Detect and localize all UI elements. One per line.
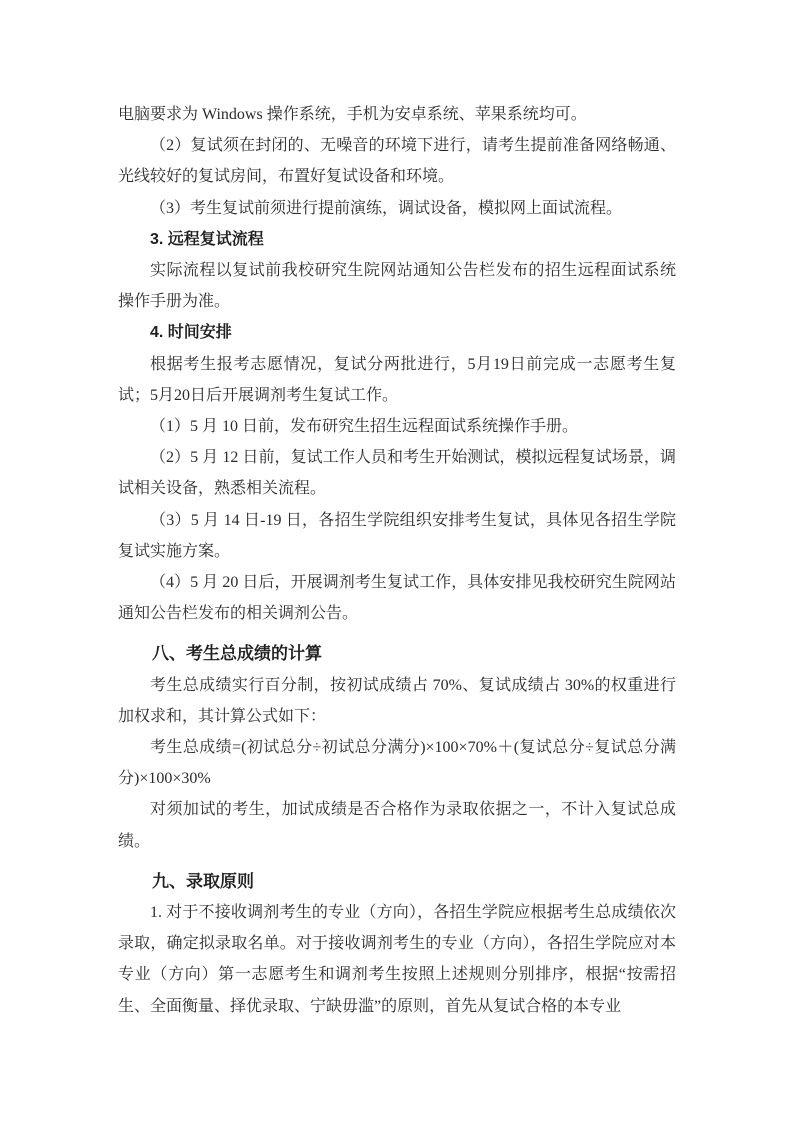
section-heading: 3. 远程复试流程: [150, 230, 264, 248]
paragraph: （2）5 月 12 日前，复试工作人员和考生开始测试，模拟远程复试场景，调试相关设备，熟悉相关流程。: [118, 449, 676, 498]
section-heading: 九、录取原则: [152, 871, 254, 891]
paragraph: 1. 对于不接收调剂考生的专业（方向），各招生学院应根据考生总成绩依次录取，确定拟录取名单。对于接收调剂考生的专业（方向），各招生学院应对本专业（方向）第一志愿考生和调剂考生按照上述规则分别排序，根据“按需招生、全面衡量、择优录取、宁缺毋滥”的原则，首先从复试合格的本专业: [118, 904, 676, 1015]
paragraph: 根据考生报考志愿情况，复试分两批进行，5月19日前完成一志愿考生复试；5月20日后开展调剂考生复试工作。: [118, 355, 676, 404]
paragraph: 实际流程以复试前我校研究生院网站通知公告栏发布的招生远程面试系统操作手册为准。: [118, 262, 676, 311]
paragraph: （3）5 月 14 日-19 日，各招生学院组织安排考生复试，具体见各招生学院复试实施方案。: [118, 511, 676, 560]
document-content: [118, 99, 676, 1022]
paragraph: （1）5 月 10 日前，发布研究生招生远程面试系统操作手册。: [150, 418, 579, 436]
section-heading: 4. 时间安排: [150, 324, 232, 342]
paragraph: （4）5 月 20 日后，开展调剂考生复试工作，具体安排见我校研究生院网站通知公告栏发布的相关调剂公告。: [118, 574, 676, 623]
paragraph: 电脑要求为 Windows 操作系统，手机为安卓系统、苹果系统均可。: [118, 106, 587, 123]
paragraph: 考生总成绩=(初试总分÷初试总分满分)×100×70%＋(复试总分÷复试总分满分)×100×30%: [118, 739, 676, 788]
paragraph: （3）考生复试前须进行提前演练，调试设备，模拟网上面试流程。: [150, 199, 623, 217]
paragraph: 对须加试的考生，加试成绩是否合格作为录取依据之一，不计入复试总成绩。: [118, 801, 676, 850]
section-heading: 八、考生总成绩的计算: [152, 644, 322, 664]
paragraph: （2）复试须在封闭的、无噪音的环境下进行，请考生提前准备网络畅通、光线较好的复试房间，布置好复试设备和环境。: [118, 137, 676, 186]
paragraph: 考生总成绩实行百分制，按初试成绩占 70%、复试成绩占 30%的权重进行加权求和，其计算公式如下：: [118, 676, 676, 725]
